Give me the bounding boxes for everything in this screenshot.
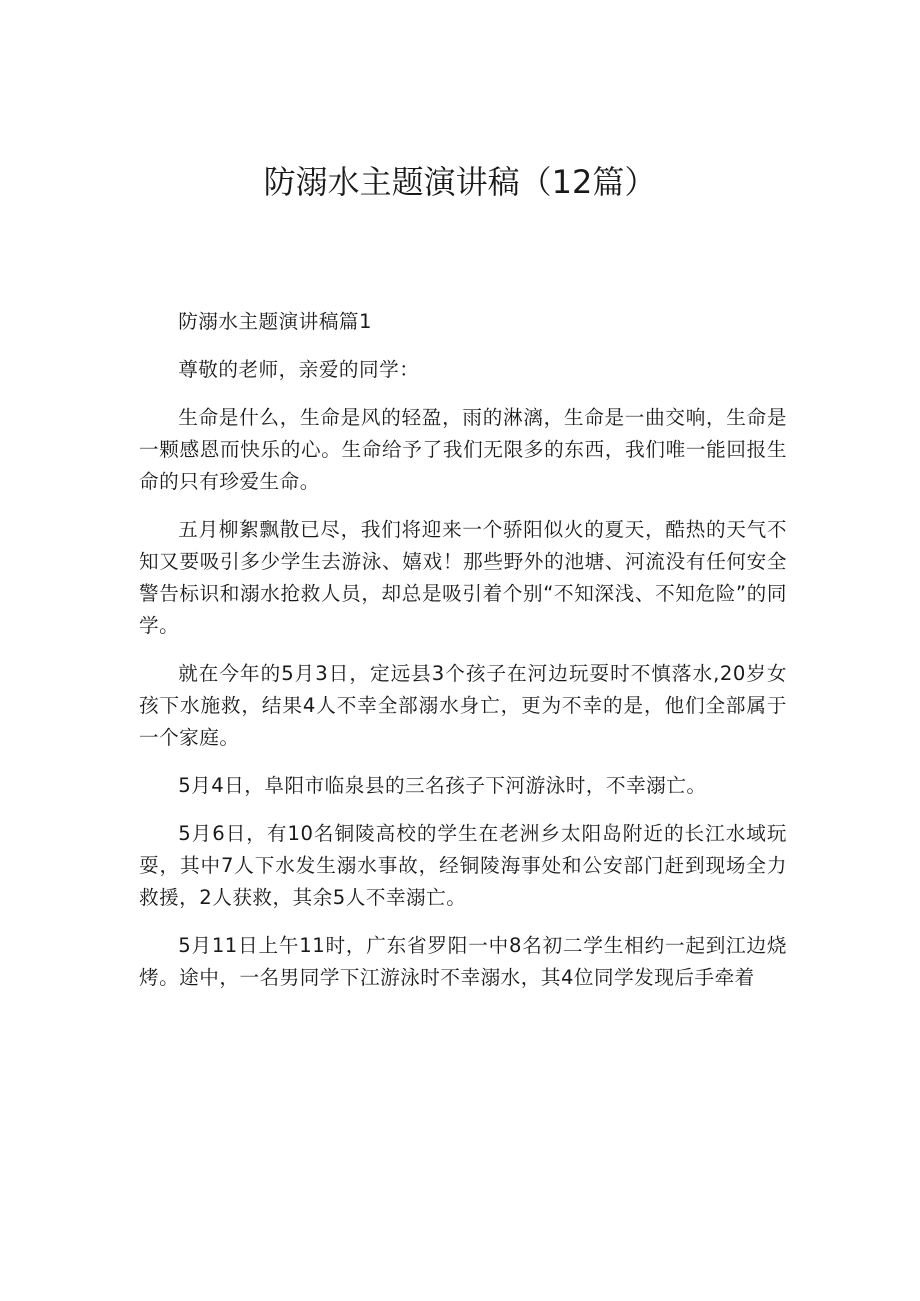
document-body [139,306,787,1010]
body-paragraph: 5月6日，有10名铜陵高校的学生在老洲乡太阳岛附近的长江水域玩耍，其中7人下水发生溺水事故，经铜陵海事处和公安部门赶到现场全力救援，2人获救，其余5人不幸溺亡。 [139,822,787,909]
section-heading: 防溺水主题演讲稿篇1 [178,310,372,333]
body-paragraph: 生命是什么，生命是风的轻盈，雨的淋漓，生命是一曲交响，生命是一颗感恩而快乐的心。生命给予了我们无限多的东西，我们唯一能回报生命的只有珍爱生命。 [139,406,787,493]
body-paragraph: 5月11日上午11时，广东省罗阳一中8名初二学生相约一起到江边烧烤。途中，一名男同学下江游泳时不幸溺水，其4位同学发现后手牵着 [139,934,787,989]
document-title: 防溺水主题演讲稿（12篇） [263,163,657,201]
body-paragraph: 就在今年的5月3日，定远县3个孩子在河边玩耍时不慎落水,20岁女孩下水施救，结果4人不幸全部溺水身亡，更为不幸的是，他们全部属于一个家庭。 [139,662,787,749]
body-paragraph: 5月4日，阜阳市临泉县的三名孩子下河游泳时，不幸溺亡。 [178,774,707,797]
salutation-paragraph: 尊敬的老师，亲爱的同学： [178,358,420,381]
body-paragraph: 五月柳絮飘散已尽，我们将迎来一个骄阳似火的夏天，酷热的天气不知又要吸引多少学生去游泳、嬉戏！那些野外的池塘、河流没有任何安全警告标识和溺水抢救人员，却总是吸引着个别“不知深浅、不知危险”的同学。 [139,518,787,637]
